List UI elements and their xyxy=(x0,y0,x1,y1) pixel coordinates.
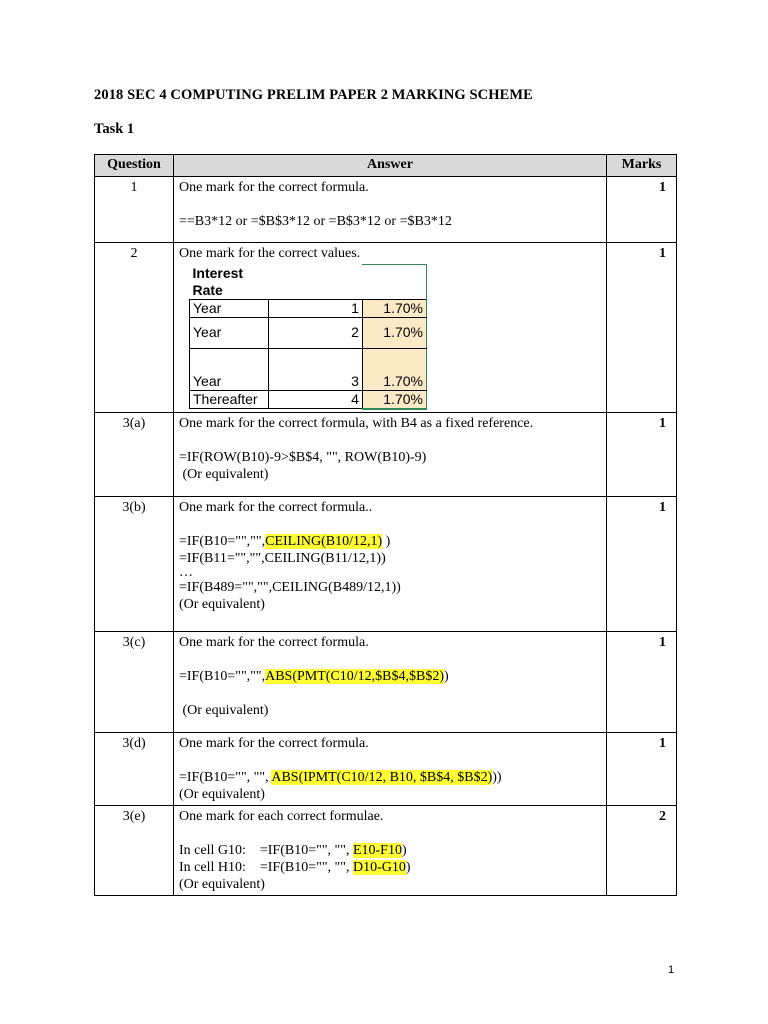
sheet-year-number: 2 xyxy=(268,317,362,348)
sheet-label: Thereafter xyxy=(190,390,269,409)
table-row xyxy=(95,805,677,895)
answer-line: One mark for the correct values. xyxy=(179,246,361,261)
answer-formula-h10: In cell H10: =IF(B10="", "", D10-G10) xyxy=(179,859,411,875)
answer-cell xyxy=(174,805,607,895)
answer-cell xyxy=(174,732,607,805)
sheet-year-number: 1 xyxy=(268,299,362,317)
question-number: 3(c) xyxy=(95,631,174,732)
marks-value: 1 xyxy=(607,177,677,243)
question-number: 2 xyxy=(95,243,174,413)
spacer xyxy=(179,516,601,533)
ellipsis: … xyxy=(179,564,193,580)
sheet-row xyxy=(190,317,427,348)
question-number: 3(d) xyxy=(95,732,174,805)
answer-note: (Or equivalent) xyxy=(179,596,265,612)
answer-note: (Or equivalent) xyxy=(179,466,269,482)
marks-value: 1 xyxy=(607,243,677,413)
sheet-year-number: 4 xyxy=(268,390,362,409)
interest-rate-sheet xyxy=(189,264,427,410)
table-row xyxy=(95,243,677,413)
question-number: 3(b) xyxy=(95,496,174,631)
spacer xyxy=(179,196,601,213)
marking-scheme-table xyxy=(94,154,677,896)
question-number: 3(a) xyxy=(95,412,174,496)
highlighted-answer: CEILING(B10/12,1) xyxy=(265,533,383,549)
answer-line: One mark for the correct formula. xyxy=(179,634,369,650)
sheet-header-row xyxy=(190,265,427,300)
table-row xyxy=(95,412,677,496)
answer-cell xyxy=(174,177,607,243)
answer-formula: =IF(B10="","",ABS(PMT(C10/12,$B$4,$B$2)) xyxy=(179,668,449,684)
spacer xyxy=(179,825,601,842)
answer-note: (Or equivalent) xyxy=(179,786,265,802)
sheet-row xyxy=(190,390,427,409)
answer-cell xyxy=(174,243,607,413)
question-number: 1 xyxy=(95,177,174,243)
sheet-row xyxy=(190,299,427,317)
answer-note: (Or equivalent) xyxy=(179,702,269,718)
spacer xyxy=(179,651,601,668)
sheet-rate: 1.70% xyxy=(362,317,426,348)
highlighted-answer: D10-G10 xyxy=(352,859,406,875)
spacer xyxy=(179,685,601,702)
sheet-year-number: 3 xyxy=(268,348,362,390)
marks-value: 1 xyxy=(607,732,677,805)
answer-cell xyxy=(174,412,607,496)
answer-formula: =IF(B10="","",CEILING(B10/12,1) ) xyxy=(179,533,391,549)
answer-formula: ==B3*12 or =$B$3*12 or =B$3*12 or =$B3*12 xyxy=(179,214,452,229)
answer-formula: =IF(B489="","",CEILING(B489/12,1)) xyxy=(179,579,401,595)
answer-line: One mark for the correct formula. xyxy=(179,180,369,195)
spacer xyxy=(179,432,601,449)
sheet-rate: 1.70% xyxy=(362,390,426,409)
answer-formula-g10: In cell G10: =IF(B10="", "", E10-F10) xyxy=(179,842,407,858)
table-row xyxy=(95,732,677,805)
header-marks: Marks xyxy=(607,155,677,177)
marks-value: 2 xyxy=(607,805,677,895)
table-header-row xyxy=(95,155,677,177)
header-question: Question xyxy=(95,155,174,177)
sheet-label: Year xyxy=(190,317,269,348)
table-row xyxy=(95,177,677,243)
answer-line: One mark for the correct formula.. xyxy=(179,499,373,515)
marks-value: 1 xyxy=(607,412,677,496)
marks-value: 1 xyxy=(607,496,677,631)
highlighted-answer: E10-F10 xyxy=(352,842,402,858)
table-row xyxy=(95,631,677,732)
sheet-rate: 1.70% xyxy=(362,348,426,390)
sheet-label: Year xyxy=(190,299,269,317)
sheet-label: Year xyxy=(190,348,269,390)
spacer xyxy=(179,752,601,769)
highlighted-answer: ABS(IPMT(C10/12, B10, $B$4, $B$2) xyxy=(271,769,493,785)
highlighted-answer: ABS(PMT(C10/12,$B$4,$B$2) xyxy=(265,668,445,684)
table-row xyxy=(95,496,677,631)
header-answer: Answer xyxy=(174,155,607,177)
answer-formula: =IF(ROW(B10)-9>$B$4, "", ROW(B10)-9) xyxy=(179,449,427,465)
answer-line: One mark for the correct formula, with B4 as a fixed reference. xyxy=(179,415,534,431)
answer-cell xyxy=(174,496,607,631)
answer-formula: =IF(B10="", "", ABS(IPMT(C10/12, B10, $B$4, $B$2))) xyxy=(179,769,502,785)
marks-value: 1 xyxy=(607,631,677,732)
answer-line: One mark for each correct formulae. xyxy=(179,808,384,824)
answer-formula: =IF(B11="","",CEILING(B11/12,1)) xyxy=(179,550,386,566)
document-title: 2018 SEC 4 COMPUTING PRELIM PAPER 2 MARKING SCHEME xyxy=(94,87,533,103)
answer-line: One mark for the correct formula. xyxy=(179,735,369,751)
question-number: 3(e) xyxy=(95,805,174,895)
sheet-header-label: Interest Rate xyxy=(192,264,244,298)
answer-note: (Or equivalent) xyxy=(179,876,265,892)
task-heading: Task 1 xyxy=(94,121,135,137)
page-number: 1 xyxy=(668,964,675,976)
sheet-row xyxy=(190,348,427,390)
answer-cell xyxy=(174,631,607,732)
sheet-rate: 1.70% xyxy=(362,299,426,317)
